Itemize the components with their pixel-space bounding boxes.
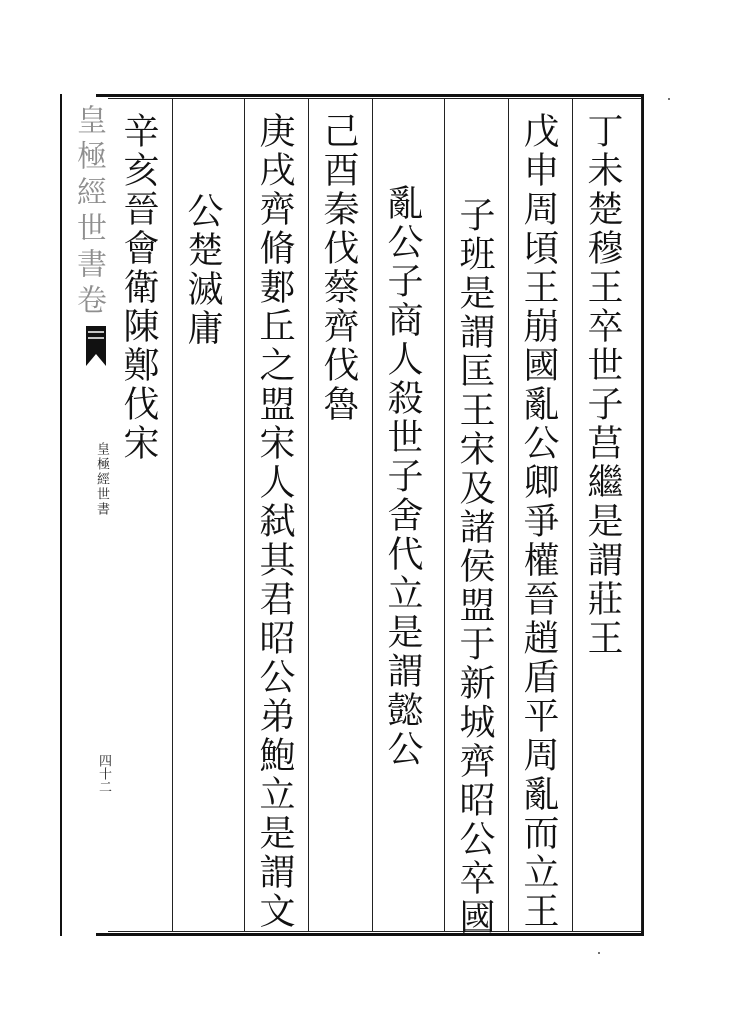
column-rule — [172, 98, 173, 932]
gutter-title: 皇極經世書卷 — [71, 104, 106, 320]
column-rule — [444, 98, 445, 932]
text-column: 己酉秦伐蔡齊伐魯 — [318, 112, 359, 424]
column-rule — [508, 98, 509, 932]
text-column: 公楚滅庸 — [182, 192, 223, 348]
text-column: 丁未楚穆王卒世子莒繼是謂莊王 — [582, 112, 623, 658]
column-rule — [308, 98, 309, 932]
text-column: 戊申周頃王崩國亂公卿爭權晉趙盾平周亂而立王 — [518, 112, 559, 931]
column-rule — [372, 98, 373, 932]
page-number: 四十二 — [96, 754, 111, 793]
gutter-book-title: 皇極經世書 — [94, 442, 109, 517]
scan-speck — [668, 98, 670, 100]
text-column: 庚戌齊脩郪丘之盟宋人弑其君昭公弟鮑立是謂文 — [254, 112, 295, 931]
text-column: 亂公子商人殺世子舍代立是謂懿公 — [382, 184, 423, 769]
column-rule — [572, 98, 573, 932]
scan-speck — [598, 952, 600, 954]
text-column: 子班是謂匡王宋及諸侯盟于新城齊昭公卒國 — [454, 196, 495, 937]
column-rule — [244, 98, 245, 932]
text-column: 辛亥晉會衛陳鄭伐宋 — [118, 112, 159, 463]
